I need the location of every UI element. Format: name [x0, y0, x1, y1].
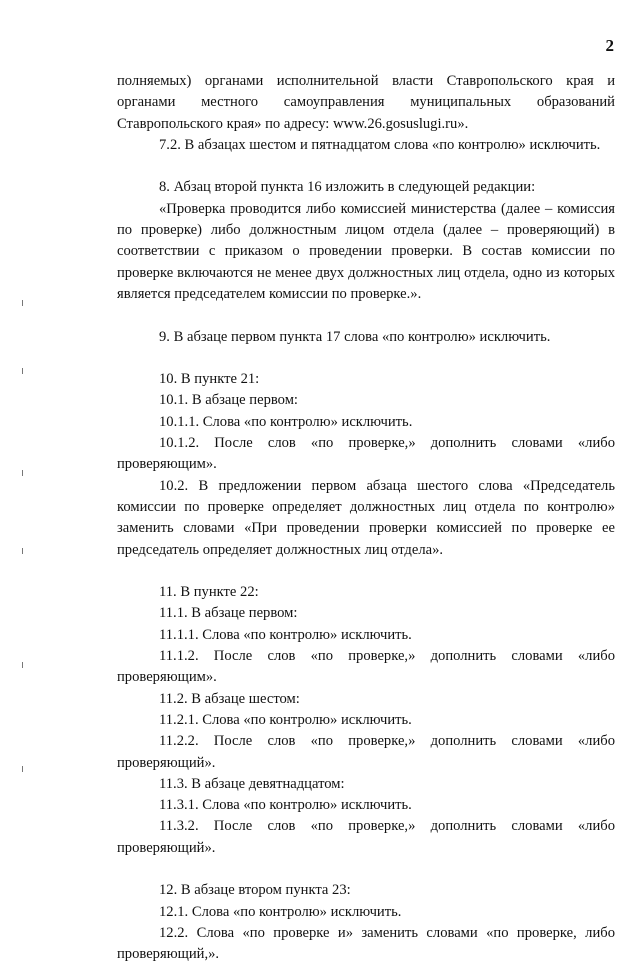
paragraph-11-2: 11.2. В абзаце шестом:	[159, 690, 300, 707]
paragraph-12: 12. В абзаце втором пункта 23:	[159, 882, 351, 899]
paragraph-10-1: 10.1. В абзаце первом:	[159, 392, 298, 409]
paragraph-10-2: 10.2. В предложении первом абзаца шестого слова «Председатель комиссии по проверке определяет должностных лиц отдела по контролю» заменить словами «При проведении проверки комиссией по проверке ее председатель определяет должностных лиц отдела».	[117, 477, 615, 558]
margin-mark	[22, 548, 23, 554]
paragraph-11: 11. В пункте 22:	[159, 584, 259, 601]
paragraph-10-1-1: 10.1.1. Слова «по контролю» исключить.	[159, 413, 413, 430]
margin-mark	[22, 662, 23, 668]
margin-mark	[22, 470, 23, 476]
paragraph-11-3-1: 11.3.1. Слова «по контролю» исключить.	[159, 797, 412, 814]
paragraph-7-2: 7.2. В абзацах шестом и пятнадцатом слова «по контролю» исключить.	[159, 136, 601, 153]
document-body	[117, 71, 615, 965]
page-number: 2	[605, 36, 614, 55]
margin-mark	[22, 300, 23, 306]
paragraph-continuation: полняемых) органами исполнительной власти Ставропольского края и органами местного самоуправления муниципальных образований Ставропольского края» по адресу: www.26.gosuslugi.ru».	[117, 73, 615, 132]
paragraph-11-2-2: 11.2.2. После слов «по проверке,» дополнить словами «либо проверяющий».	[117, 733, 615, 771]
paragraph-9: 9. В абзаце первом пункта 17 слова «по контролю» исключить.	[159, 328, 551, 345]
paragraph-11-3: 11.3. В абзаце девятнадцатом:	[159, 775, 345, 792]
paragraph-11-2-1: 11.2.1. Слова «по контролю» исключить.	[159, 711, 412, 728]
paragraph-10-1-2: 10.1.2. После слов «по проверке,» дополнить словами «либо проверяющим».	[117, 435, 615, 473]
paragraph-12-2: 12.2. Слова «по проверке и» заменить словами «по проверке, либо проверяющий,».	[117, 924, 615, 963]
paragraph-11-1: 11.1. В абзаце первом:	[159, 605, 298, 622]
paragraph-8-quote: «Проверка проводится либо комиссией министерства (далее – комиссия по проверке) либо должностным лицом отдела (далее – проверяющий) в соответствии с приказом о проведении проверки. В состав комиссии по проверке включаются не менее двух должностных лиц отдела, одно из которых является председателем комиссии по проверке.».	[117, 200, 615, 302]
paragraph-11-3-2: 11.3.2. После слов «по проверке,» дополнить словами «либо проверяющий».	[117, 818, 615, 856]
margin-mark	[22, 766, 23, 772]
paragraph-12-1: 12.1. Слова «по контролю» исключить.	[159, 903, 402, 920]
paragraph-8: 8. Абзац второй пункта 16 изложить в следующей редакции:	[159, 179, 536, 196]
paragraph-11-1-1: 11.1.1. Слова «по контролю» исключить.	[159, 626, 412, 643]
paragraph-10: 10. В пункте 21:	[159, 371, 260, 388]
margin-mark	[22, 368, 23, 374]
paragraph-11-1-2: 11.1.2. После слов «по проверке,» дополнить словами «либо проверяющим».	[117, 648, 615, 686]
